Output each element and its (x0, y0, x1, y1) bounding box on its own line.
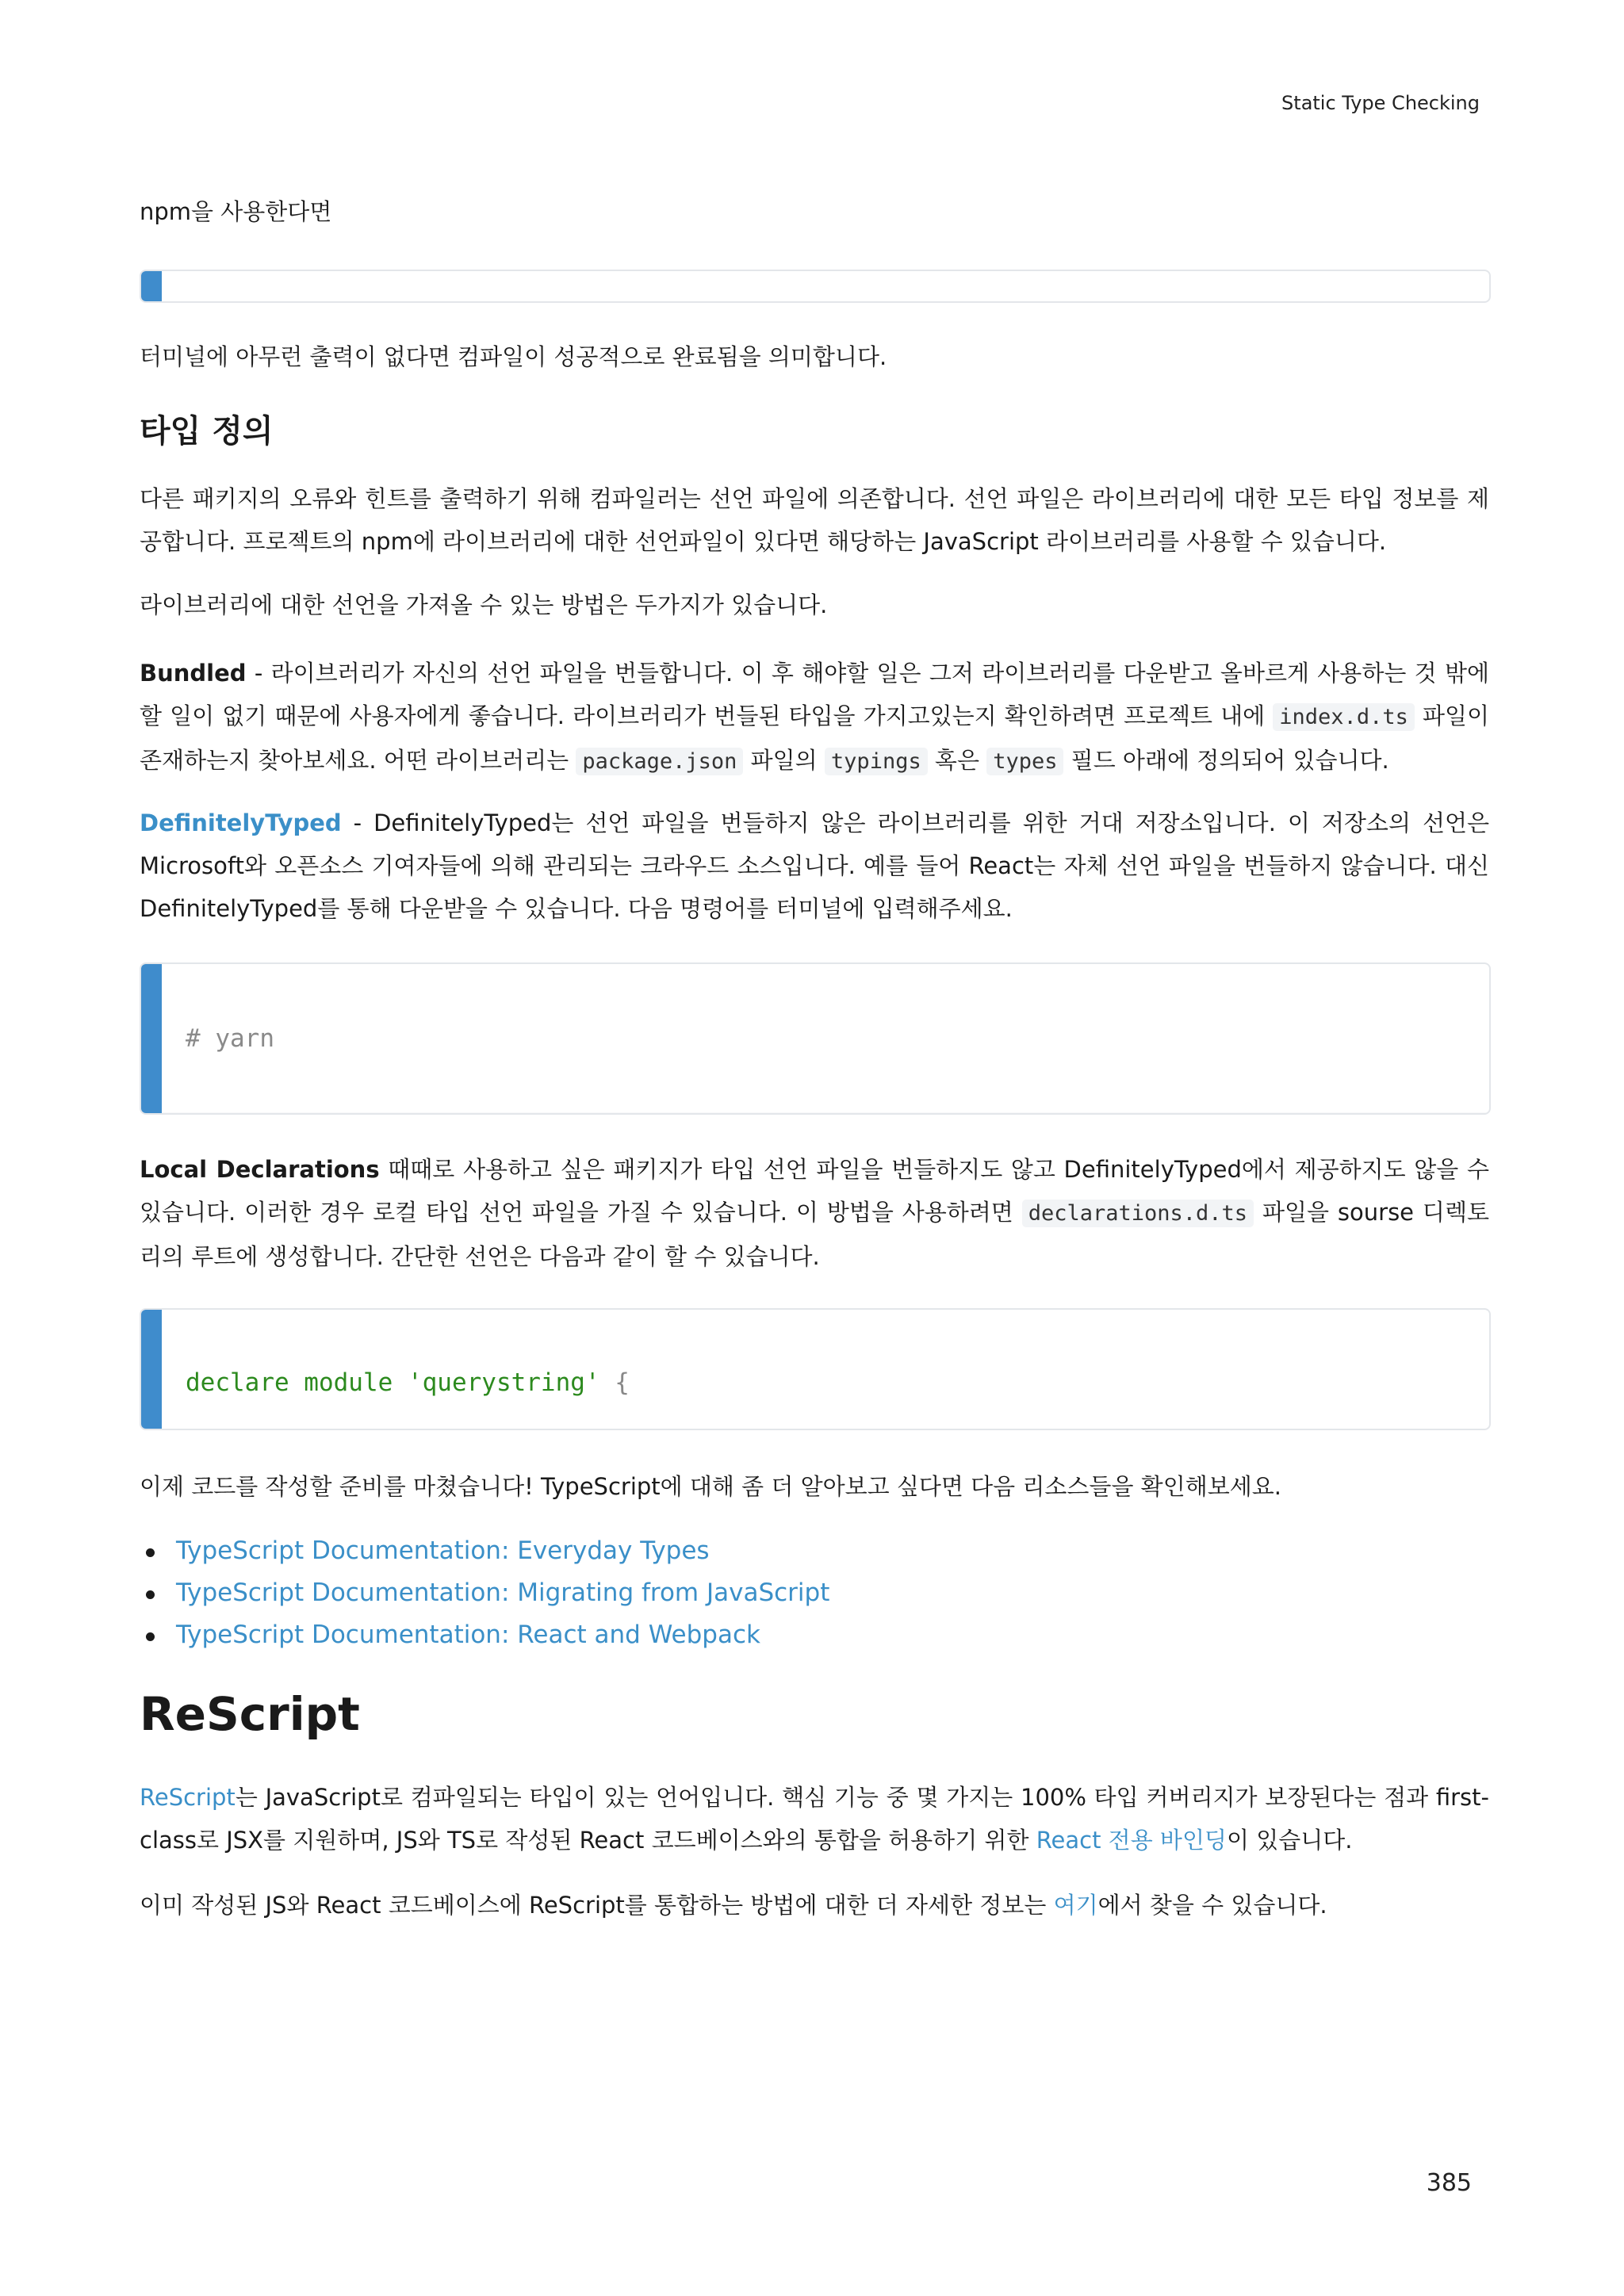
inline-code-typings: typings (825, 748, 928, 775)
inline-code-index-dts: index.d.ts (1273, 703, 1415, 731)
text: 혹은 (927, 747, 987, 774)
inline-code-types: types (986, 748, 1063, 775)
code-block-declare (140, 1308, 1491, 1430)
text: - DefinitelyTyped는 선언 파일을 번들하지 않은 라이브러리를 위한 거대 저장소입니다. 이 저장소의 선언은 Microsoft와 오픈소스 기여자들에 의해 관리되는 크라우드 소스입니다. 예를 들어 React는 자체 선언 파일을 번들하지 않습니다. 대신 DefinitelyTyped를 통해 다운받을 수 있습니다. 다음 명령어를 터미널에 입력해주세요. (140, 809, 1489, 922)
code-block-build (140, 270, 1491, 303)
text: 파일이 존재하는지 찾아보세요. 어떤 라이브러리는 (140, 702, 1489, 774)
rescript-link[interactable]: ReScript (140, 1784, 236, 1811)
rescript-paragraph-2 (140, 1884, 1489, 1927)
code-token: declare module (186, 1368, 393, 1397)
code-token: { (599, 1368, 630, 1397)
resource-link-everyday-types[interactable]: TypeScript Documentation: Everyday Types (176, 1536, 710, 1565)
resource-list (140, 1530, 829, 1656)
rescript-paragraph-1 (140, 1776, 1489, 1862)
definitelytyped-link[interactable]: DefinitelyTyped (140, 809, 342, 836)
list-item (140, 1572, 829, 1614)
running-header: Static Type Checking (1281, 92, 1480, 114)
term-local-declarations: Local Declarations (140, 1156, 380, 1183)
definitelytyped-paragraph (140, 802, 1489, 930)
text: 필드 아래에 정의되어 있습니다. (1063, 747, 1389, 774)
list-item (140, 1614, 829, 1656)
text: 때때로 사용하고 싶은 패키지가 타입 선언 파일을 번들하지도 않고 DefinitelyTyped에서 제공하지도 않을 수 있습니다. 이러한 경우 로컬 타입 선언 파일을 가질 수 있습니다. 이 방법을 사용하려면 (140, 1156, 1489, 1226)
text: 는 JavaScript로 컴파일되는 타입이 있는 언어입니다. 핵심 기능 중 몇 가지는 100% 타입 커버리지가 보장된다는 점과 first-class로 JSX를 지원하며, JS와 TS로 작성된 React 코드베이스와의 통합을 허용하기 위한 (140, 1784, 1489, 1854)
code-token (304, 1112, 585, 1115)
code-comment: # yarn (186, 1024, 274, 1053)
inline-code-package-json: package.json (576, 748, 743, 775)
code-token: 'querystring' (393, 1368, 600, 1397)
page-number: 385 (1426, 2169, 1472, 2197)
code-block-install (140, 962, 1491, 1115)
resource-link-migrating[interactable]: TypeScript Documentation: Migrating from JavaScript (176, 1578, 830, 1607)
text: 파일을 sourse 디렉토리의 루트에 생성합니다. 간단한 선언은 다음과 같이 할 수 있습니다. (140, 1199, 1489, 1270)
resource-link-react-webpack[interactable]: TypeScript Documentation: React and Webpack (176, 1621, 760, 1649)
term-bundled: Bundled (140, 660, 247, 687)
npm-intro: npm을 사용한다면 (140, 198, 332, 225)
code-token (186, 1112, 304, 1115)
text: 에서 찾을 수 있습니다. (1097, 1892, 1327, 1919)
list-item (140, 1530, 829, 1572)
here-link[interactable]: 여기 (1053, 1892, 1098, 1919)
type-def-paragraph-2: 라이브러리에 대한 선언을 가져올 수 있는 방법은 두가지가 있습니다. (140, 591, 828, 618)
text: 이 있습니다. (1226, 1827, 1353, 1854)
ready-paragraph: 이제 코드를 작성할 준비를 마쳤습니다! TypeScript에 대해 좀 더 알아보고 싶다면 다음 리소스들을 확인해보세요. (140, 1473, 1281, 1500)
page-content (140, 0, 1489, 2296)
local-declarations-paragraph (140, 1148, 1489, 1278)
type-def-paragraph-1: 다른 패키지의 오류와 힌트를 출력하기 위해 컴파일러는 선언 파일에 의존합니다. 선언 파일은 라이브러리에 대한 모든 타입 정보를 제공합니다. 프로젝트의 npm에 라이브러리에 대한 선언파일이 있다면 해당하는 JavaScript 라이브러리를 사용할 수 있습니다. (140, 485, 1489, 555)
inline-code-declarations-dts: declarations.d.ts (1022, 1200, 1254, 1227)
text: 이미 작성된 JS와 React 코드베이스에 ReScript를 통합하는 방법에 대한 더 자세한 정보는 (140, 1892, 1054, 1919)
bundled-paragraph (140, 652, 1489, 783)
section-heading-type-definitions: 타입 정의 (140, 413, 274, 450)
section-heading-rescript: ReScript (140, 1687, 360, 1741)
text: - 라이브러리가 자신의 선언 파일을 번들합니다. 이 후 해야할 일은 그저 라이브러리를 다운받고 올바르게 사용하는 것 밖에 할 일이 없기 때문에 사용자에게 좋습니다. 라이브러리가 번들된 타입을 가지고있는지 확인하려면 프로젝트 내에 (140, 660, 1489, 729)
text: 파일의 (743, 747, 825, 774)
build-note: 터미널에 아무런 출력이 없다면 컴파일이 성공적으로 완료됨을 의미합니다. (140, 343, 887, 370)
react-bindings-link[interactable]: React 전용 바인딩 (1036, 1827, 1227, 1854)
